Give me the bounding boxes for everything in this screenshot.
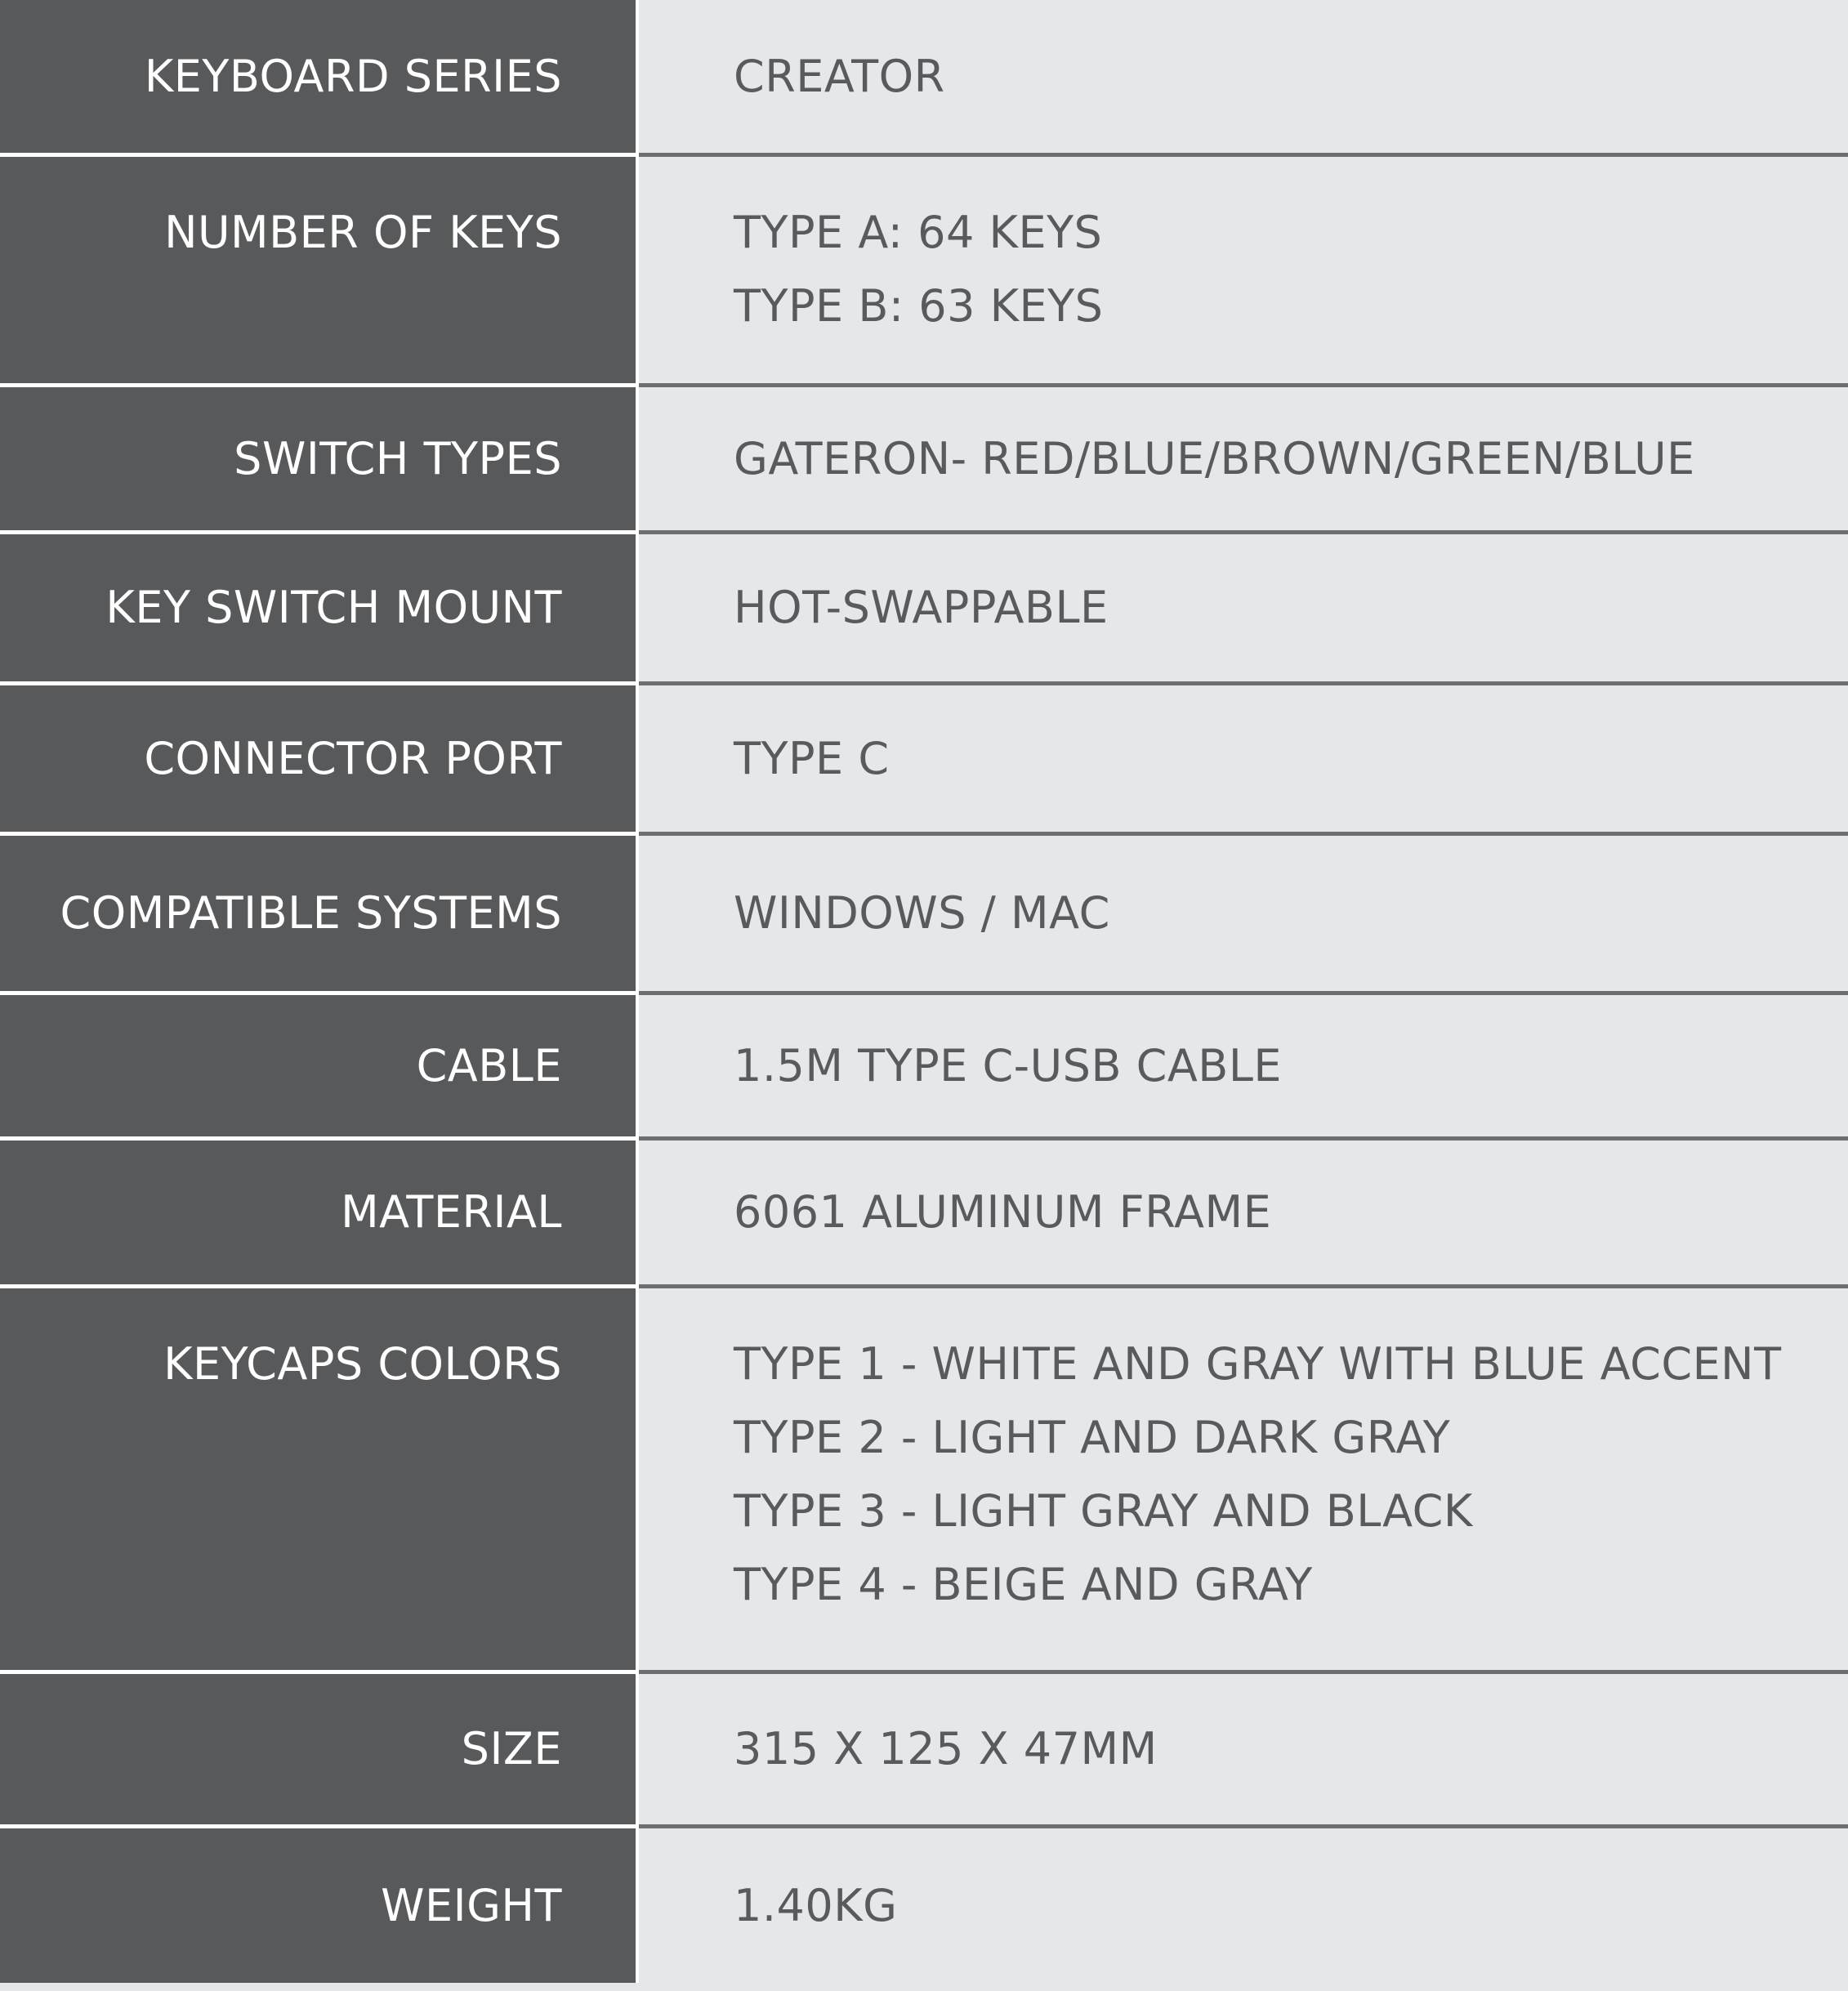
spec-label-text: SIZE [461,1723,562,1774]
spec-row-keycaps-colors [0,1288,1848,1674]
spec-row-switch-types [0,387,1848,534]
spec-value [636,836,1848,991]
spec-row-compatible-systems [0,836,1848,995]
spec-value [636,387,1848,530]
spec-row-number-of-keys [0,157,1848,387]
spec-value-text: CREATOR [734,50,945,102]
spec-row-size [0,1674,1848,1828]
spec-label-text: KEYBOARD SERIES [144,50,562,102]
spec-label-text: NUMBER OF KEYS [164,207,562,258]
spec-row-keyboard-series [0,0,1848,157]
spec-value-text: TYPE 3 - LIGHT GRAY AND BLACK [734,1485,1473,1537]
spec-label-text: SWITCH TYPES [234,432,562,484]
spec-value-text: WINDOWS / MAC [734,887,1110,939]
spec-value-text: 1.40KG [734,1879,898,1931]
spec-label-text: WEIGHT [381,1879,562,1931]
spec-label-text: CABLE [416,1039,562,1091]
spec-value [636,157,1848,383]
spec-row-weight [0,1828,1848,1983]
spec-label-text: KEYCAPS COLORS [163,1338,562,1390]
spec-value-text: TYPE 1 - WHITE AND GRAY WITH BLUE ACCENT [734,1338,1782,1390]
spec-label [0,1828,636,1983]
spec-label [0,387,636,530]
spec-value [636,0,1848,153]
spec-value-text: 6061 ALUMINUM FRAME [734,1186,1272,1238]
spec-row-material [0,1141,1848,1288]
spec-value-text: GATERON- RED/BLUE/BROWN/GREEN/BLUE [734,432,1695,484]
spec-label [0,157,636,383]
spec-value [636,1828,1848,1983]
spec-value-text: 315 X 125 X 47MM [734,1723,1158,1774]
spec-label-text: CONNECTOR PORT [144,732,562,784]
spec-value-text: TYPE 4 - BEIGE AND GRAY [734,1559,1313,1610]
spec-label-text: MATERIAL [341,1186,562,1238]
spec-value [636,1141,1848,1284]
spec-label [0,836,636,991]
spec-label-text: COMPATIBLE SYSTEMS [60,887,562,939]
spec-value [636,685,1848,832]
spec-value-text: 1.5M TYPE C-USB CABLE [734,1039,1283,1091]
spec-label [0,1141,636,1284]
spec-value-text: TYPE C [734,732,890,784]
spec-value [636,1674,1848,1824]
spec-value-text: HOT-SWAPPABLE [734,582,1109,633]
spec-label [0,0,636,153]
spec-label [0,534,636,681]
spec-label [0,1288,636,1670]
spec-label [0,1674,636,1824]
spec-label-text: KEY SWITCH MOUNT [105,582,562,633]
spec-row-key-switch-mount [0,534,1848,685]
spec-value [636,534,1848,681]
spec-label [0,685,636,832]
spec-value [636,995,1848,1136]
spec-value [636,1288,1848,1670]
spec-value-text: TYPE A: 64 KEYS [734,207,1103,258]
spec-label [0,995,636,1136]
spec-row-cable [0,995,1848,1141]
spec-value-text: TYPE B: 63 KEYS [734,280,1104,332]
spec-row-connector-port [0,685,1848,836]
spec-value-text: TYPE 2 - LIGHT AND DARK GRAY [734,1412,1451,1463]
